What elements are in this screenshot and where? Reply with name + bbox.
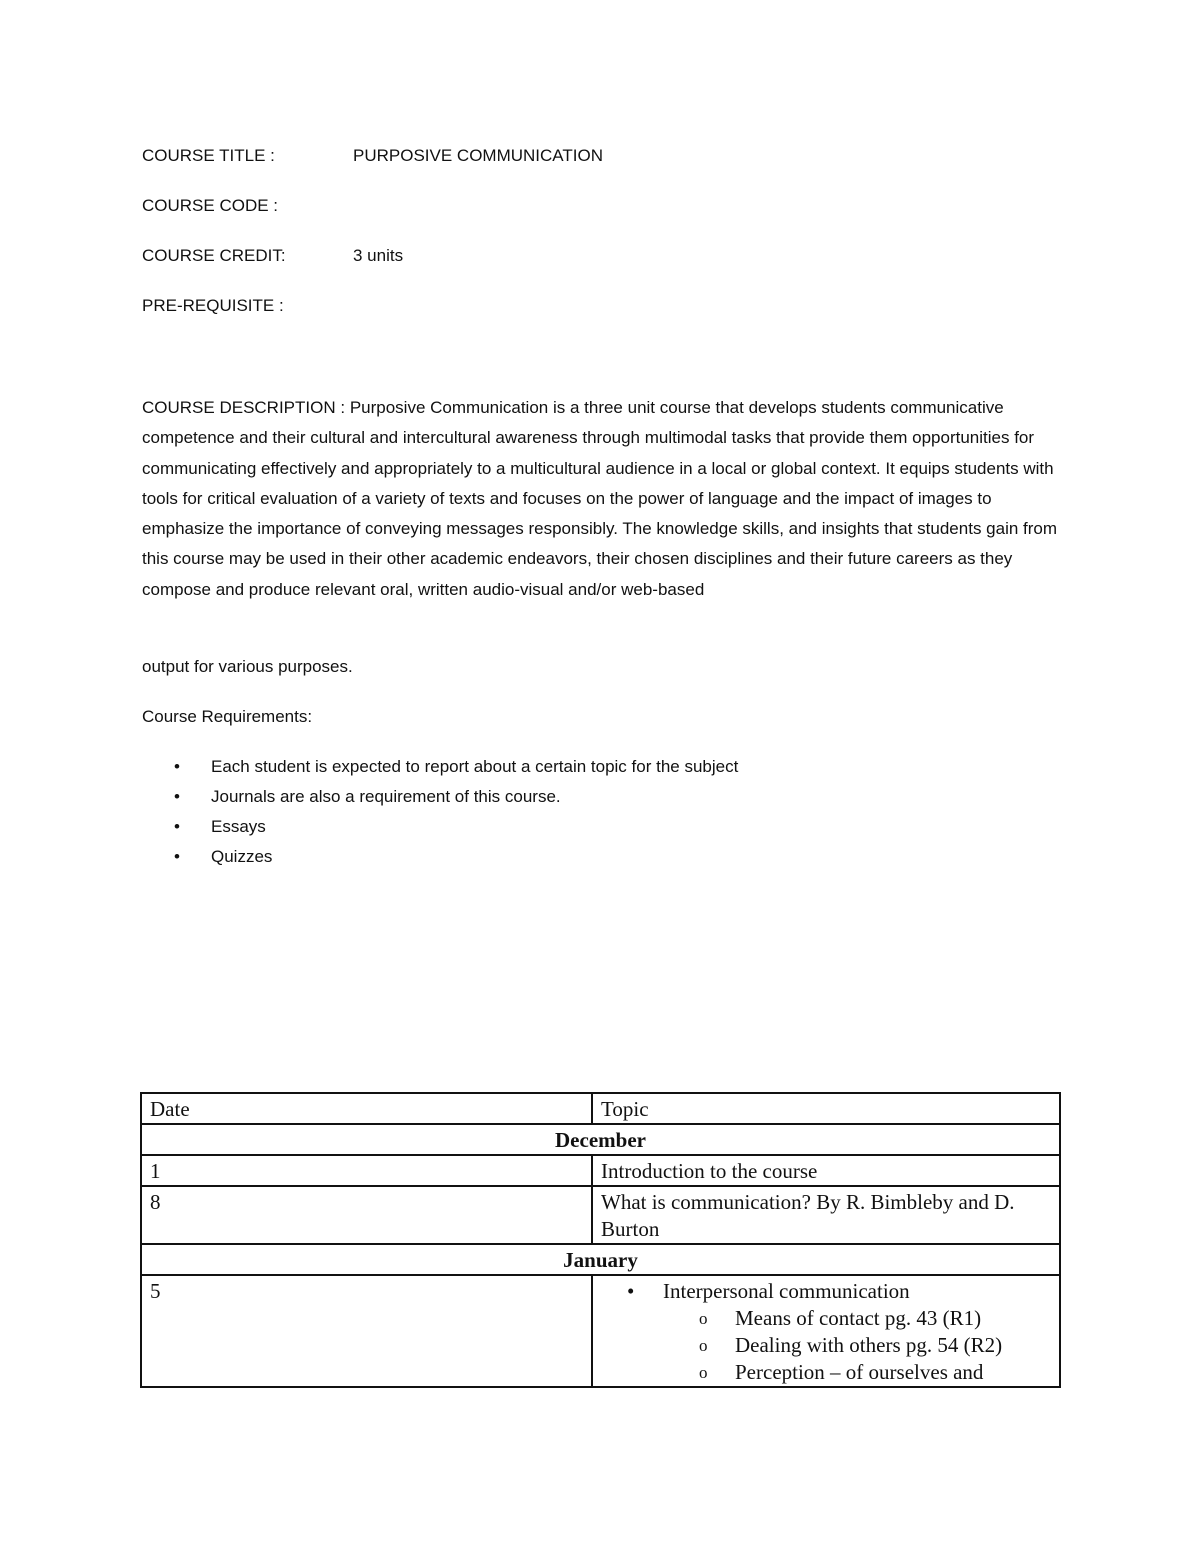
course-title-label: COURSE TITLE : <box>142 146 275 165</box>
month-row-december <box>141 1124 1060 1155</box>
course-credit-value: 3 units <box>353 246 404 265</box>
header-date: Date <box>141 1093 592 1124</box>
bullet-icon: • <box>174 847 180 866</box>
topic-cell: What is communication? By R. Bimbleby and D. Burton <box>592 1186 1060 1244</box>
month-row-january <box>141 1244 1060 1275</box>
topic-cell <box>592 1275 1060 1387</box>
subtopic-text: Dealing with others pg. 54 (R2) <box>735 1333 1003 1357</box>
bullet-icon: • <box>627 1279 635 1303</box>
course-description-paragraph <box>142 393 1062 605</box>
list-item <box>593 1305 1051 1332</box>
requirement-text: Essays <box>211 817 266 836</box>
schedule-table <box>140 1092 1061 1388</box>
course-description <box>142 393 1062 605</box>
list-item <box>593 1359 1051 1386</box>
bullet-icon: • <box>174 757 180 776</box>
requirements-title: Course Requirements: <box>142 707 313 726</box>
bullet-icon: • <box>174 817 180 836</box>
requirement-text: Each student is expected to report about a certain topic for the subject <box>211 757 739 776</box>
subtopic-list <box>593 1305 1051 1386</box>
table-row <box>141 1155 1060 1186</box>
topic-text: Interpersonal communication <box>663 1279 910 1303</box>
month-december: December <box>141 1124 1060 1155</box>
bullet-icon: • <box>174 787 180 806</box>
circle-bullet-icon: o <box>699 1363 708 1382</box>
circle-bullet-icon: o <box>699 1336 708 1355</box>
course-description-continuation: output for various purposes. <box>142 657 353 676</box>
list-item <box>593 1332 1051 1359</box>
table-row <box>141 1275 1060 1387</box>
course-description-label: COURSE DESCRIPTION : <box>142 398 346 417</box>
table-row <box>141 1186 1060 1244</box>
table-header-row <box>141 1093 1060 1124</box>
date-cell: 8 <box>141 1186 592 1244</box>
circle-bullet-icon: o <box>699 1309 708 1328</box>
requirement-text: Journals are also a requirement of this course. <box>211 787 561 806</box>
course-title-value: PURPOSIVE COMMUNICATION <box>353 146 603 165</box>
subtopic-text: Perception – of ourselves and <box>735 1360 984 1384</box>
prerequisite-label: PRE-REQUISITE : <box>142 296 284 315</box>
date-cell: 1 <box>141 1155 592 1186</box>
month-january: January <box>141 1244 1060 1275</box>
date-cell: 5 <box>141 1275 592 1387</box>
course-code-label: COURSE CODE : <box>142 196 279 215</box>
requirement-text: Quizzes <box>211 847 273 866</box>
header-topic: Topic <box>592 1093 1060 1124</box>
topic-cell: Introduction to the course <box>592 1155 1060 1186</box>
topic-list <box>593 1278 1051 1305</box>
course-description-text: Purposive Communication is a three unit course that develops students communicative competence and their cultural and intercultural awareness through multimodal tasks that provide them opportunities for communicating effectively and appropriately to a multicultural audience in a local or global context. It equips students with tools for critical evaluation of a variety of texts and focuses on the power of language and the impact of images to emphasize the importance of conveying messages responsibly. The knowledge skills, and insights that students gain from this course may be used in their other academic endeavors, their chosen disciplines and their future careers as they compose and produce relevant oral, written audio-visual and/or web-based <box>142 398 1058 599</box>
subtopic-text: Means of contact pg. 43 (R1) <box>735 1306 982 1330</box>
list-item <box>593 1278 1051 1305</box>
course-credit-label: COURSE CREDIT: <box>142 246 286 265</box>
